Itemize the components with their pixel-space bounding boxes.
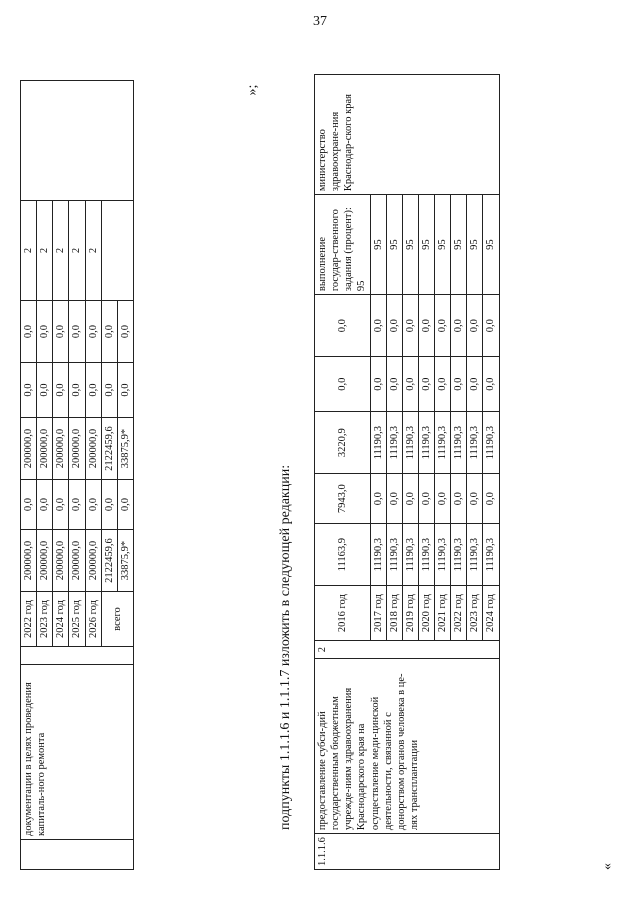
value-cell: 11190,3: [418, 412, 434, 474]
value-cell: 0,0: [315, 295, 371, 357]
indicator-value-cell: 2: [53, 201, 69, 301]
value-cell: 0,0: [418, 357, 434, 412]
value-cell: 0,0: [21, 480, 37, 530]
value-cell: 0,0: [85, 363, 101, 418]
value-cell: 11190,3: [451, 412, 467, 474]
instruction-paragraph: [278, 40, 294, 870]
value-cell: 0,0: [37, 301, 53, 363]
value-cell: 0,0: [402, 474, 418, 524]
value-cell: 11190,3: [451, 524, 467, 586]
indicator-value-cell: 2: [37, 201, 53, 301]
value-cell: 11190,3: [386, 524, 402, 586]
closing-quote: »;: [245, 84, 260, 96]
value-cell: 0,0: [85, 480, 101, 530]
indicator-value-cell: 95: [451, 195, 467, 295]
value-cell: 11190,3: [370, 412, 386, 474]
value-cell: 0,0: [467, 357, 483, 412]
value-cell: 0,0: [370, 357, 386, 412]
instruction-text: подпункты 1.1.1.6 и 1.1.1.7 изложить в следующей редакции:: [278, 464, 293, 830]
value-cell: 11190,3: [418, 524, 434, 586]
value-cell: 0,0: [21, 363, 37, 418]
executor-cell: [21, 81, 134, 201]
value-cell: 200000,0: [53, 418, 69, 480]
value-cell: 0,0: [101, 363, 117, 418]
top-table: [20, 80, 134, 870]
bottom-table: [314, 74, 500, 870]
indicator-value-cell: 2: [69, 201, 85, 301]
value-cell: 11190,3: [435, 524, 451, 586]
table-row: [21, 81, 37, 870]
value-cell: 0,0: [435, 357, 451, 412]
value-cell: 11190,3: [467, 524, 483, 586]
value-cell: 200000,0: [69, 530, 85, 592]
code-cell: [21, 840, 134, 870]
year-cell: 2021 год: [435, 586, 451, 641]
year-cell: 2024 год: [53, 592, 69, 647]
value-cell: 33875,9*: [117, 418, 133, 480]
value-cell: 0,0: [117, 480, 133, 530]
value-cell: 11190,3: [402, 524, 418, 586]
indicator-value-cell: 95: [418, 195, 434, 295]
value-cell: 0,0: [483, 357, 499, 412]
value-cell: 0,0: [402, 295, 418, 357]
value-cell: 0,0: [101, 480, 117, 530]
description-cell: документации в целях проведения капиталь-ного ремонта: [21, 665, 134, 840]
value-cell: 2122459,6: [101, 530, 117, 592]
value-cell: 0,0: [451, 357, 467, 412]
status-cell: 2: [315, 641, 500, 659]
value-cell: 0,0: [53, 301, 69, 363]
rotated-page-content: [20, 40, 620, 870]
indicator-cell: выполнение государ-ственного задания (процент): 95: [315, 195, 371, 295]
executor-cell: министерство здравоохране-ния Краснодар-ского края: [315, 75, 500, 195]
year-cell: 2018 год: [386, 586, 402, 641]
indicator-value-cell: 95: [402, 195, 418, 295]
indicator-value-cell: 2: [21, 201, 37, 301]
value-cell: 0,0: [69, 301, 85, 363]
indicator-value-cell: 95: [370, 195, 386, 295]
value-cell: 33875,9*: [117, 530, 133, 592]
indicator-value-cell: 95: [386, 195, 402, 295]
year-cell: 2022 год: [21, 592, 37, 647]
value-cell: 11190,3: [402, 412, 418, 474]
year-cell: 2024 год: [483, 586, 499, 641]
value-cell: 11190,3: [483, 524, 499, 586]
value-cell: 0,0: [435, 295, 451, 357]
value-cell: 0,0: [37, 480, 53, 530]
value-cell: 0,0: [53, 363, 69, 418]
value-cell: 0,0: [418, 474, 434, 524]
value-cell: 0,0: [386, 295, 402, 357]
value-cell: 200000,0: [21, 530, 37, 592]
value-cell: 3220,9: [315, 412, 371, 474]
value-cell: 7943,0: [315, 474, 371, 524]
value-cell: 0,0: [402, 357, 418, 412]
value-cell: 11190,3: [370, 524, 386, 586]
value-cell: 200000,0: [85, 530, 101, 592]
year-cell: 2019 год: [402, 586, 418, 641]
value-cell: 200000,0: [85, 418, 101, 480]
value-cell: 0,0: [386, 357, 402, 412]
value-cell: 0,0: [117, 301, 133, 363]
indicator-value-cell: 95: [483, 195, 499, 295]
year-cell: 2023 год: [467, 586, 483, 641]
value-cell: 0,0: [370, 474, 386, 524]
value-cell: 0,0: [21, 301, 37, 363]
value-cell: 11190,3: [483, 412, 499, 474]
value-cell: 2122459,6: [101, 418, 117, 480]
year-cell: 2025 год: [69, 592, 85, 647]
table-row: [315, 75, 371, 870]
value-cell: 0,0: [315, 357, 371, 412]
value-cell: 0,0: [483, 474, 499, 524]
year-cell: 2016 год: [315, 586, 371, 641]
code-cell: [315, 834, 500, 870]
year-cell: 2020 год: [418, 586, 434, 641]
value-cell: 0,0: [467, 474, 483, 524]
value-cell: 11163,9: [315, 524, 371, 586]
value-cell: 0,0: [69, 363, 85, 418]
value-cell: 0,0: [370, 295, 386, 357]
value-cell: 0,0: [451, 295, 467, 357]
year-cell: 2022 год: [451, 586, 467, 641]
page-number: 37: [313, 14, 327, 29]
value-cell: 0,0: [483, 295, 499, 357]
value-cell: 11190,3: [435, 412, 451, 474]
value-cell: 0,0: [451, 474, 467, 524]
description-cell: предоставление субси-дий государственным бюджетным учрежде-ниям здравоохранения Краснодарского края на осуществление меди-цинской деятельности, связанной с донорством органов человека в це-лях трансплантации: [315, 659, 500, 834]
value-cell: 11190,3: [386, 412, 402, 474]
year-cell: 2017 год: [370, 586, 386, 641]
value-cell: 0,0: [435, 474, 451, 524]
value-cell: 0,0: [69, 480, 85, 530]
value-cell: 200000,0: [69, 418, 85, 480]
value-cell: 0,0: [101, 301, 117, 363]
value-cell: 200000,0: [53, 530, 69, 592]
value-cell: 0,0: [467, 295, 483, 357]
item-code: 1.1.1.6: [317, 837, 328, 866]
opening-quote: «: [600, 863, 615, 870]
status-cell: [21, 647, 134, 665]
value-cell: 0,0: [85, 301, 101, 363]
value-cell: 0,0: [117, 363, 133, 418]
year-cell: 2023 год: [37, 592, 53, 647]
indicator-value-cell: [101, 201, 133, 301]
indicator-value-cell: 95: [467, 195, 483, 295]
value-cell: 0,0: [386, 474, 402, 524]
value-cell: 0,0: [418, 295, 434, 357]
year-cell: 2026 год: [85, 592, 101, 647]
value-cell: 200000,0: [37, 418, 53, 480]
value-cell: 0,0: [37, 363, 53, 418]
indicator-value-cell: 2: [85, 201, 101, 301]
value-cell: 200000,0: [21, 418, 37, 480]
total-label-cell: всего: [101, 592, 133, 647]
indicator-value-cell: 95: [435, 195, 451, 295]
value-cell: 0,0: [53, 480, 69, 530]
value-cell: 11190,3: [467, 412, 483, 474]
value-cell: 200000,0: [37, 530, 53, 592]
